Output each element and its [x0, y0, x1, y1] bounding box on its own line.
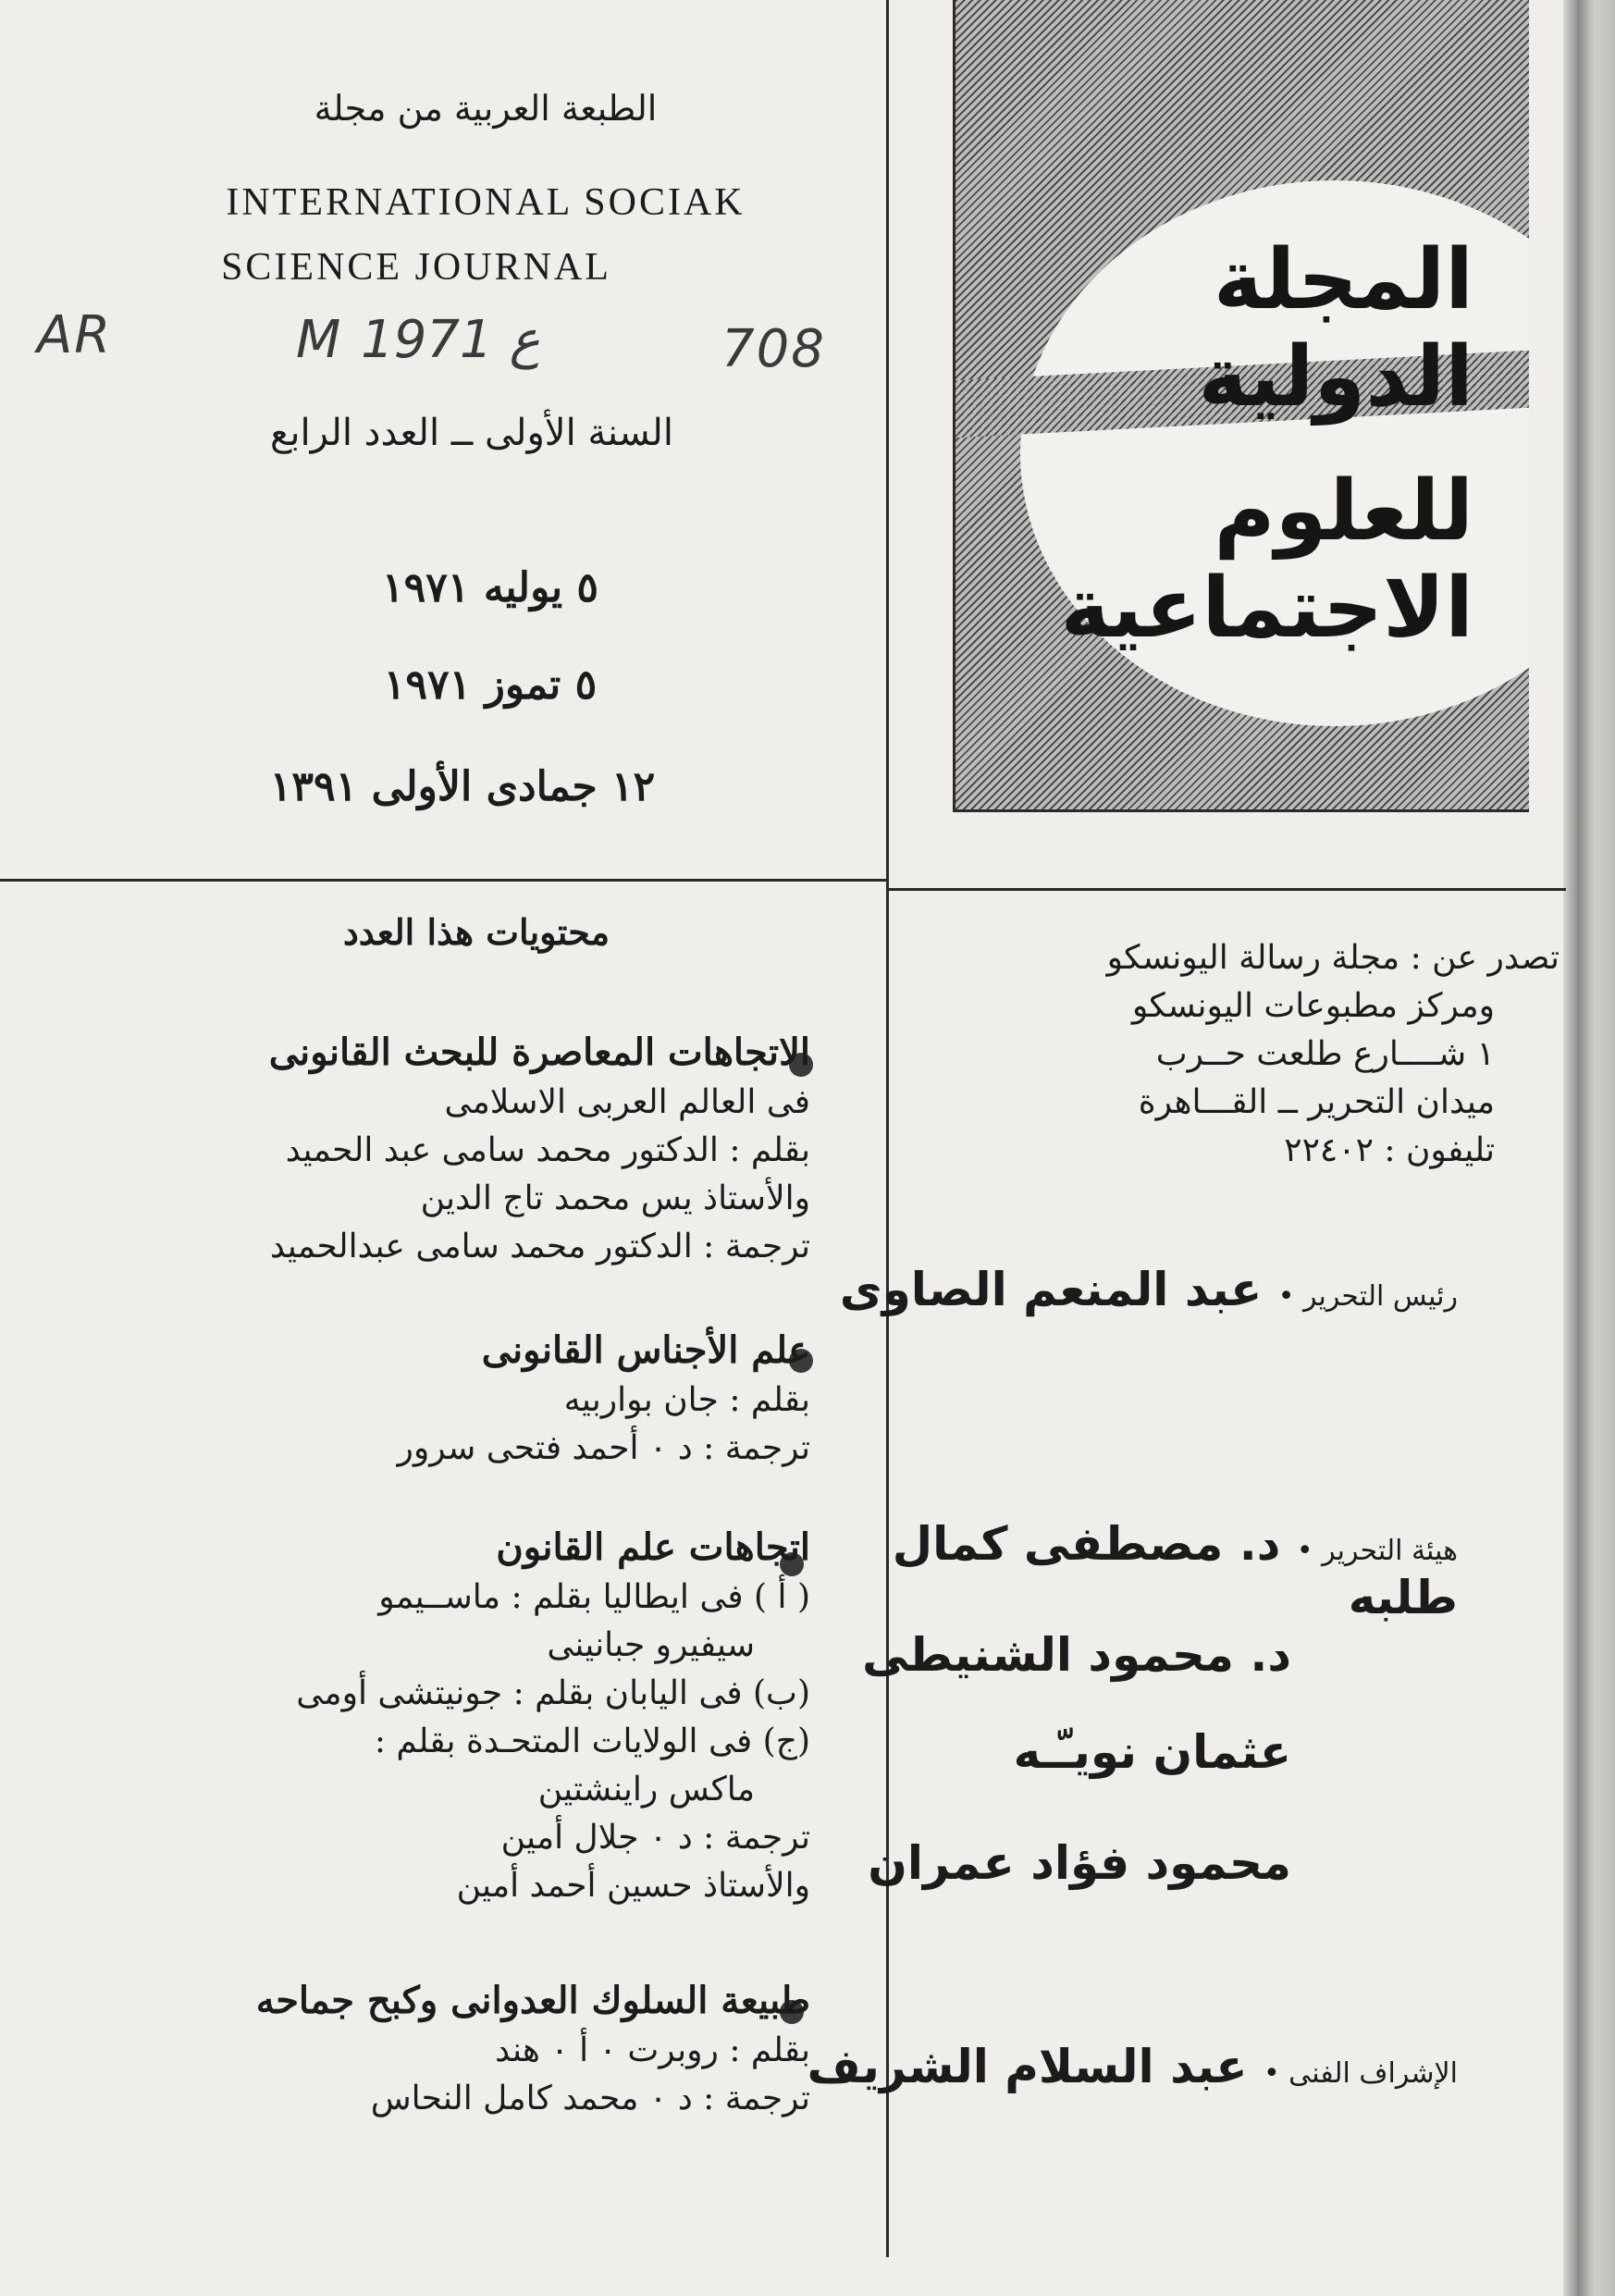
year-issue: السنة الأولى ــ العدد الرابع — [270, 412, 673, 454]
article-line: ترجمة : د ٠ جلال أمين — [500, 1819, 810, 1857]
publisher-line: تليفون : ٢٢٤٠٢ — [1284, 1131, 1495, 1169]
article-line: ( أ ) فى ايطاليا بقلم : ماســيمو — [378, 1578, 810, 1616]
article-item — [89, 1975, 810, 2123]
article-line: والأستاذ حسين أحمد أمين — [456, 1867, 810, 1905]
date-gregorian: ٥ يوليه ١٩٧١ — [381, 564, 599, 611]
board-member: د. محمود الشنيطى — [862, 1628, 1291, 1682]
article-line: سيفيرو جبانينى — [547, 1626, 755, 1664]
publisher-line: ومركز مطبوعات اليونسكو — [1131, 987, 1495, 1025]
article-item — [89, 1522, 810, 1910]
article-line: والأستاذ يس محمد تاج الدين — [420, 1179, 810, 1217]
article-line: ترجمة : الدكتور محمد سامى عبدالحميد — [269, 1228, 810, 1265]
article-title: علم الأجناس القانونى — [481, 1328, 810, 1372]
article-title: طبيعة السلوك العدوانى وكبح جماحه — [255, 1979, 810, 2022]
editorial-board — [792, 1517, 1458, 1624]
editorial-board-label: هيئة التحرير • — [1296, 1535, 1458, 1567]
handwritten-number: 708 — [721, 319, 826, 379]
article-line: فى العالم العربى الاسلامى — [444, 1083, 810, 1121]
article-title: اتجاهات علم القانون — [496, 1525, 810, 1569]
article-line: بقلم : الدكتور محمد سامى عبد الحميد — [285, 1131, 810, 1169]
publisher-line: ميدان التحرير ــ القـــاهرة — [1138, 1083, 1495, 1121]
handwritten-code: M ع 1971 — [296, 310, 540, 370]
article-line: (ج) فى الولايات المتحـدة بقلم : — [374, 1722, 810, 1760]
art-director-name: عبد السلام الشريف — [807, 2040, 1248, 2093]
board-member: محمود فؤاد عمران — [868, 1836, 1291, 1890]
page-edge-shadow — [1563, 0, 1615, 2296]
art-director-label: الإشراف الفنى • — [1263, 2057, 1458, 2090]
article-line: ترجمة : د ٠ محمد كامل النحاس — [370, 2080, 810, 2117]
board-member: د. مصطفى كمال طلبه — [892, 1517, 1458, 1624]
logo-title-line2: للعلوم الاجتماعية — [1060, 463, 1473, 657]
article-title: الاتجاهات المعاصرة للبحث القانونى — [268, 1031, 810, 1074]
art-director — [792, 2040, 1458, 2093]
article-line: بقلم : روبرت ٠ أ ٠ هند — [495, 2031, 810, 2069]
journal-logo — [953, 0, 1529, 812]
vertical-divider — [886, 0, 889, 2257]
journal-title-en-1: INTERNATIONAL SOCIAK — [226, 181, 746, 224]
publisher-info — [912, 934, 1560, 1175]
article-line: (ب) فى اليابان بقلم : جونيتشى أومى — [296, 1674, 810, 1712]
board-member: عثمان نويـّـه — [1013, 1725, 1291, 1779]
arabic-edition-label: الطبعة العربية من مجلة — [314, 88, 658, 129]
article-item — [89, 1325, 810, 1473]
horizontal-divider-left — [0, 879, 886, 882]
logo-title-line1: المجلة الدولية — [1198, 231, 1473, 426]
publisher-line: ١ شــــارع طلعت حــرب — [1155, 1035, 1495, 1073]
date-hijri: ١٢ جمادى الأولى ١٣٩١ — [269, 763, 656, 810]
chief-editor-label: رئيس التحرير • — [1277, 1280, 1458, 1313]
article-item — [89, 1027, 810, 1271]
article-line: ترجمة : د ٠ أحمد فتحى سرور — [397, 1429, 810, 1467]
article-line: بقلم : جان بواربيه — [563, 1381, 810, 1419]
handwritten-code-left: AR — [37, 305, 113, 365]
journal-title-en-2: SCIENCE JOURNAL — [221, 246, 611, 289]
date-syriac: ٥ تموز ١٩٧١ — [383, 661, 598, 709]
horizontal-divider-right — [886, 888, 1566, 891]
publisher-line: تصدر عن : مجلة رسالة اليونسكو — [1106, 939, 1560, 977]
contents-title: محتويات هذا العدد — [342, 911, 610, 953]
article-line: ماكس راينشتين — [537, 1771, 755, 1808]
chief-editor — [810, 1263, 1458, 1316]
chief-editor-name: عبد المنعم الصاوى — [839, 1263, 1263, 1316]
